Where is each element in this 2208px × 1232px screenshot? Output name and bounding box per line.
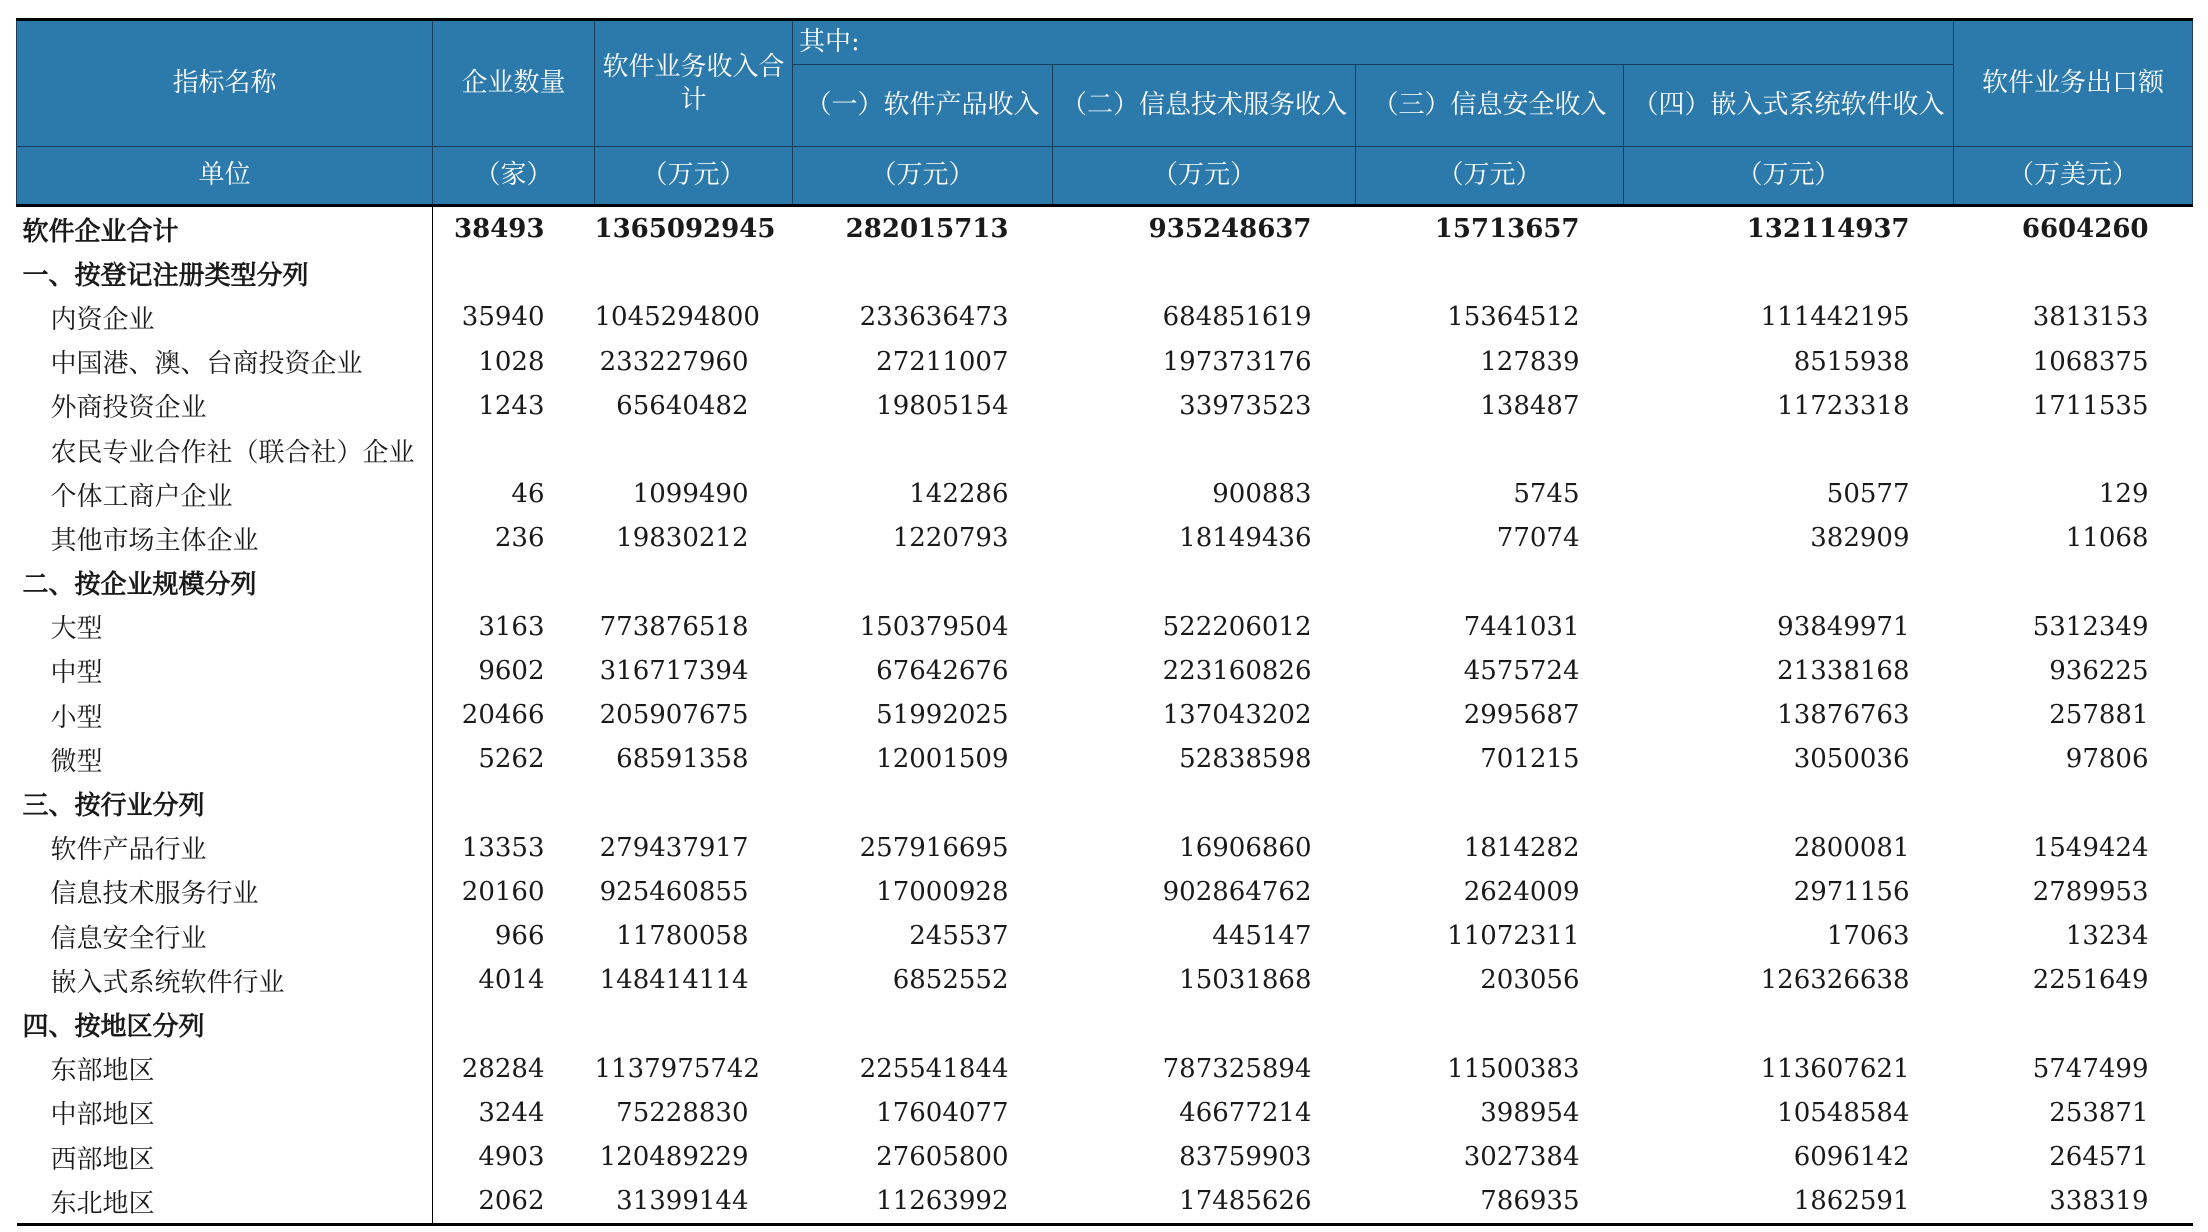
cell-info-security: 786935	[1356, 1179, 1624, 1225]
table-row	[17, 693, 2193, 737]
cell-count: 9602	[478, 655, 545, 686]
cell-it-service: 15031868	[1179, 965, 1312, 996]
cell-software-product: 282015713	[845, 214, 1009, 245]
table-row	[17, 1179, 2193, 1225]
cell-it-service: 445147	[1212, 921, 1312, 952]
cell-it-service: 17485626	[1053, 1179, 1356, 1225]
cell-software-product: 27211007	[876, 346, 1009, 377]
cell-it-service: 684851619	[1162, 302, 1312, 333]
cell-count: 1243	[478, 390, 545, 421]
header-export-amount: 软件业务出口额	[1954, 20, 2193, 147]
header-indicator-name: 指标名称	[17, 20, 433, 147]
unit-label: 单位	[17, 147, 433, 206]
unit-it-service: （万元）	[1053, 147, 1356, 206]
cell-info-security: 15713657	[1434, 214, 1580, 245]
cell-it-service: 900883	[1212, 479, 1312, 510]
cell-revenue-total: 1137975742	[594, 1053, 760, 1084]
cell-software-product: 245537	[909, 921, 1009, 952]
cell-embedded: 132114937	[1746, 214, 1910, 245]
section-heading: 一、按登记注册类型分列	[17, 251, 433, 295]
cell-export: 2251649	[2032, 965, 2149, 996]
cell-it-service: 52838598	[1179, 744, 1312, 775]
cell-export: 129	[2098, 479, 2149, 510]
cell-export: 1711535	[2032, 390, 2149, 421]
cell-embedded: 113607621	[1760, 1053, 1910, 1084]
unit-export: （万美元）	[1954, 147, 2193, 206]
cell-count: 5262	[478, 744, 545, 775]
cell-software-product: 17604077	[876, 1097, 1009, 1128]
row-name: 小型	[17, 693, 433, 737]
cell-embedded: 8515938	[1793, 346, 1910, 377]
cell-embedded: 17063	[1826, 921, 1910, 952]
cell-embedded: 1862591	[1624, 1179, 1954, 1225]
cell-it-service: 935248637	[1148, 214, 1312, 245]
cell-revenue-total: 205907675	[599, 700, 749, 731]
header-software-product-income: （一）软件产品收入	[793, 65, 1053, 147]
cell-export: 6604260	[2021, 214, 2149, 245]
table-row	[17, 737, 2193, 781]
cell-export: 2789953	[2032, 876, 2149, 907]
cell-revenue-total: 1099490	[632, 479, 749, 510]
cell-embedded: 2971156	[1793, 876, 1910, 907]
unit-count: （家）	[433, 147, 595, 206]
cell-info-security: 15364512	[1447, 302, 1580, 333]
cell-count: 46	[511, 479, 545, 510]
cell-software-product: 17000928	[876, 876, 1009, 907]
unit-software-product: （万元）	[793, 147, 1053, 206]
table-row	[17, 428, 2193, 472]
cell-export: 1068375	[2032, 346, 2149, 377]
cell-count: 236	[494, 523, 545, 554]
cell-embedded: 126326638	[1760, 965, 1910, 996]
cell-software-product: 67642676	[876, 655, 1009, 686]
cell-info-security: 5745	[1513, 479, 1580, 510]
section-heading: 四、按地区分列	[17, 1002, 433, 1046]
cell-export: 264571	[2049, 1142, 2149, 1173]
cell-embedded: 93849971	[1777, 611, 1910, 642]
row-name: 软件企业合计	[17, 206, 433, 252]
cell-info-security: 4575724	[1463, 655, 1580, 686]
cell-count: 1028	[478, 346, 545, 377]
cell-export: 5312349	[2032, 611, 2149, 642]
section-row-region	[17, 1002, 2193, 1046]
cell-export: 5747499	[2032, 1053, 2149, 1084]
cell-it-service: 902864762	[1162, 876, 1312, 907]
cell-info-security: 3027384	[1463, 1142, 1580, 1173]
cell-count: 3163	[478, 611, 545, 642]
table-row	[17, 1135, 2193, 1179]
table-row	[17, 914, 2193, 958]
table-row	[17, 516, 2193, 560]
cell-software-product: 233636473	[859, 302, 1009, 333]
cell-revenue-total: 19830212	[616, 523, 749, 554]
cell-software-product: 11263992	[793, 1179, 1053, 1225]
row-name: 其他市场主体企业	[17, 516, 433, 560]
cell-embedded: 3050036	[1793, 744, 1910, 775]
row-name: 信息技术服务行业	[17, 870, 433, 914]
cell-software-product: 12001509	[876, 744, 1009, 775]
cell-revenue-total: 68591358	[616, 744, 749, 775]
cell-embedded: 382909	[1810, 523, 1910, 554]
header-enterprise-count: 企业数量	[433, 20, 595, 147]
cell-info-security: 7441031	[1463, 611, 1580, 642]
cell-revenue-total: 925460855	[599, 876, 749, 907]
cell-revenue-total: 31399144	[595, 1179, 793, 1225]
cell-export: 11068	[2065, 523, 2149, 554]
cell-export: 1549424	[2032, 832, 2149, 863]
cell-info-security: 138487	[1480, 390, 1580, 421]
cell-software-product: 225541844	[859, 1053, 1009, 1084]
cell-revenue-total: 316717394	[599, 655, 749, 686]
table-row	[17, 826, 2193, 870]
cell-count: 3244	[478, 1097, 545, 1128]
table-row	[17, 340, 2193, 384]
cell-info-security: 203056	[1480, 965, 1580, 996]
cell-software-product: 1220793	[892, 523, 1009, 554]
cell-count: 38493	[454, 214, 545, 245]
cell-info-security: 11072311	[1447, 921, 1580, 952]
cell-it-service: 197373176	[1162, 346, 1312, 377]
cell-revenue-total: 1045294800	[594, 302, 760, 333]
cell-software-product: 257916695	[859, 832, 1009, 863]
section-heading: 二、按企业规模分列	[17, 561, 433, 605]
cell-embedded: 11723318	[1777, 390, 1910, 421]
row-name: 大型	[17, 605, 433, 649]
cell-revenue-total: 233227960	[599, 346, 749, 377]
cell-it-service: 83759903	[1179, 1142, 1312, 1173]
cell-count: 20160	[461, 876, 545, 907]
cell-it-service: 18149436	[1179, 523, 1312, 554]
cell-revenue-total: 148414114	[599, 965, 749, 996]
cell-count: 28284	[461, 1053, 545, 1084]
cell-revenue-total: 75228830	[616, 1097, 749, 1128]
cell-it-service: 223160826	[1162, 655, 1312, 686]
section-row-scale	[17, 561, 2193, 605]
row-name: 嵌入式系统软件行业	[17, 958, 433, 1002]
cell-embedded: 10548584	[1777, 1097, 1910, 1128]
cell-software-product: 6852552	[892, 965, 1009, 996]
cell-it-service: 16906860	[1179, 832, 1312, 863]
unit-revenue-total: （万元）	[595, 147, 793, 206]
cell-revenue-total: 279437917	[599, 832, 749, 863]
cell-count: 20466	[461, 700, 545, 731]
cell-embedded: 6096142	[1793, 1142, 1910, 1173]
cell-info-security: 1814282	[1463, 832, 1580, 863]
header-units-row	[17, 147, 2193, 206]
header-embedded-software-income: （四）嵌入式系统软件收入	[1624, 65, 1954, 147]
cell-info-security: 11500383	[1447, 1053, 1580, 1084]
cell-export: 97806	[2065, 744, 2149, 775]
table-row	[17, 472, 2193, 516]
cell-export: 253871	[2049, 1097, 2149, 1128]
header-of-which: 其中:	[793, 20, 1954, 65]
row-name: 东北地区	[17, 1179, 433, 1225]
row-name: 农民专业合作社（联合社）企业	[17, 428, 433, 472]
header-it-service-income: （二）信息技术服务收入	[1053, 65, 1356, 147]
cell-software-product: 142286	[909, 479, 1009, 510]
row-name: 信息安全行业	[17, 914, 433, 958]
cell-it-service: 137043202	[1162, 700, 1312, 731]
cell-embedded: 2800081	[1793, 832, 1910, 863]
table-row	[17, 958, 2193, 1002]
cell-embedded: 50577	[1826, 479, 1910, 510]
row-name: 中型	[17, 649, 433, 693]
cell-export: 257881	[2049, 700, 2149, 731]
cell-software-product: 27605800	[876, 1142, 1009, 1173]
section-heading: 三、按行业分列	[17, 781, 433, 825]
cell-embedded: 13876763	[1777, 700, 1910, 731]
section-row-registration	[17, 251, 2193, 295]
row-name: 西部地区	[17, 1135, 433, 1179]
software-industry-statistics-table	[16, 18, 2193, 1226]
section-row-industry	[17, 781, 2193, 825]
cell-info-security: 398954	[1480, 1097, 1580, 1128]
cell-revenue-total: 11780058	[616, 921, 749, 952]
cell-count: 4014	[478, 965, 545, 996]
header-row-top	[17, 20, 2193, 65]
cell-export: 3813153	[2032, 302, 2149, 333]
table-row	[17, 649, 2193, 693]
row-name: 内资企业	[17, 295, 433, 339]
row-name: 中部地区	[17, 1091, 433, 1135]
cell-info-security: 701215	[1480, 744, 1580, 775]
unit-embedded: （万元）	[1624, 147, 1954, 206]
table-row	[17, 295, 2193, 339]
row-name: 个体工商户企业	[17, 472, 433, 516]
table-row	[17, 605, 2193, 649]
cell-export: 936225	[2049, 655, 2149, 686]
cell-embedded: 111442195	[1760, 302, 1910, 333]
row-name: 东部地区	[17, 1047, 433, 1091]
cell-software-product: 19805154	[876, 390, 1009, 421]
cell-it-service: 787325894	[1162, 1053, 1312, 1084]
cell-info-security: 2624009	[1463, 876, 1580, 907]
row-name: 外商投资企业	[17, 384, 433, 428]
unit-info-security: （万元）	[1356, 147, 1624, 206]
cell-info-security: 2995687	[1463, 700, 1580, 731]
row-name: 软件产品行业	[17, 826, 433, 870]
cell-it-service: 46677214	[1179, 1097, 1312, 1128]
cell-info-security: 77074	[1496, 523, 1580, 554]
cell-revenue-total: 65640482	[616, 390, 749, 421]
row-name: 微型	[17, 737, 433, 781]
cell-info-security: 127839	[1480, 346, 1580, 377]
row-name: 中国港、澳、台商投资企业	[17, 340, 433, 384]
cell-it-service: 522206012	[1162, 611, 1312, 642]
table-row	[17, 384, 2193, 428]
cell-embedded: 21338168	[1777, 655, 1910, 686]
cell-software-product: 51992025	[876, 700, 1009, 731]
table-row-total	[17, 206, 2193, 252]
table-row	[17, 1047, 2193, 1091]
cell-count: 2062	[433, 1179, 595, 1225]
cell-export: 338319	[1954, 1179, 2193, 1225]
header-info-security-income: （三）信息安全收入	[1356, 65, 1624, 147]
cell-count: 966	[494, 921, 545, 952]
cell-software-product: 150379504	[859, 611, 1009, 642]
header-revenue-total: 软件业务收入合计	[595, 20, 793, 147]
cell-count: 4903	[478, 1142, 545, 1173]
cell-revenue-total: 773876518	[599, 611, 749, 642]
cell-count: 13353	[461, 832, 545, 863]
cell-revenue-total: 1365092945	[594, 214, 776, 245]
cell-count: 35940	[461, 302, 545, 333]
cell-it-service: 33973523	[1179, 390, 1312, 421]
cell-export: 13234	[2065, 921, 2149, 952]
table-row	[17, 870, 2193, 914]
table-row	[17, 1091, 2193, 1135]
cell-revenue-total: 120489229	[599, 1142, 749, 1173]
